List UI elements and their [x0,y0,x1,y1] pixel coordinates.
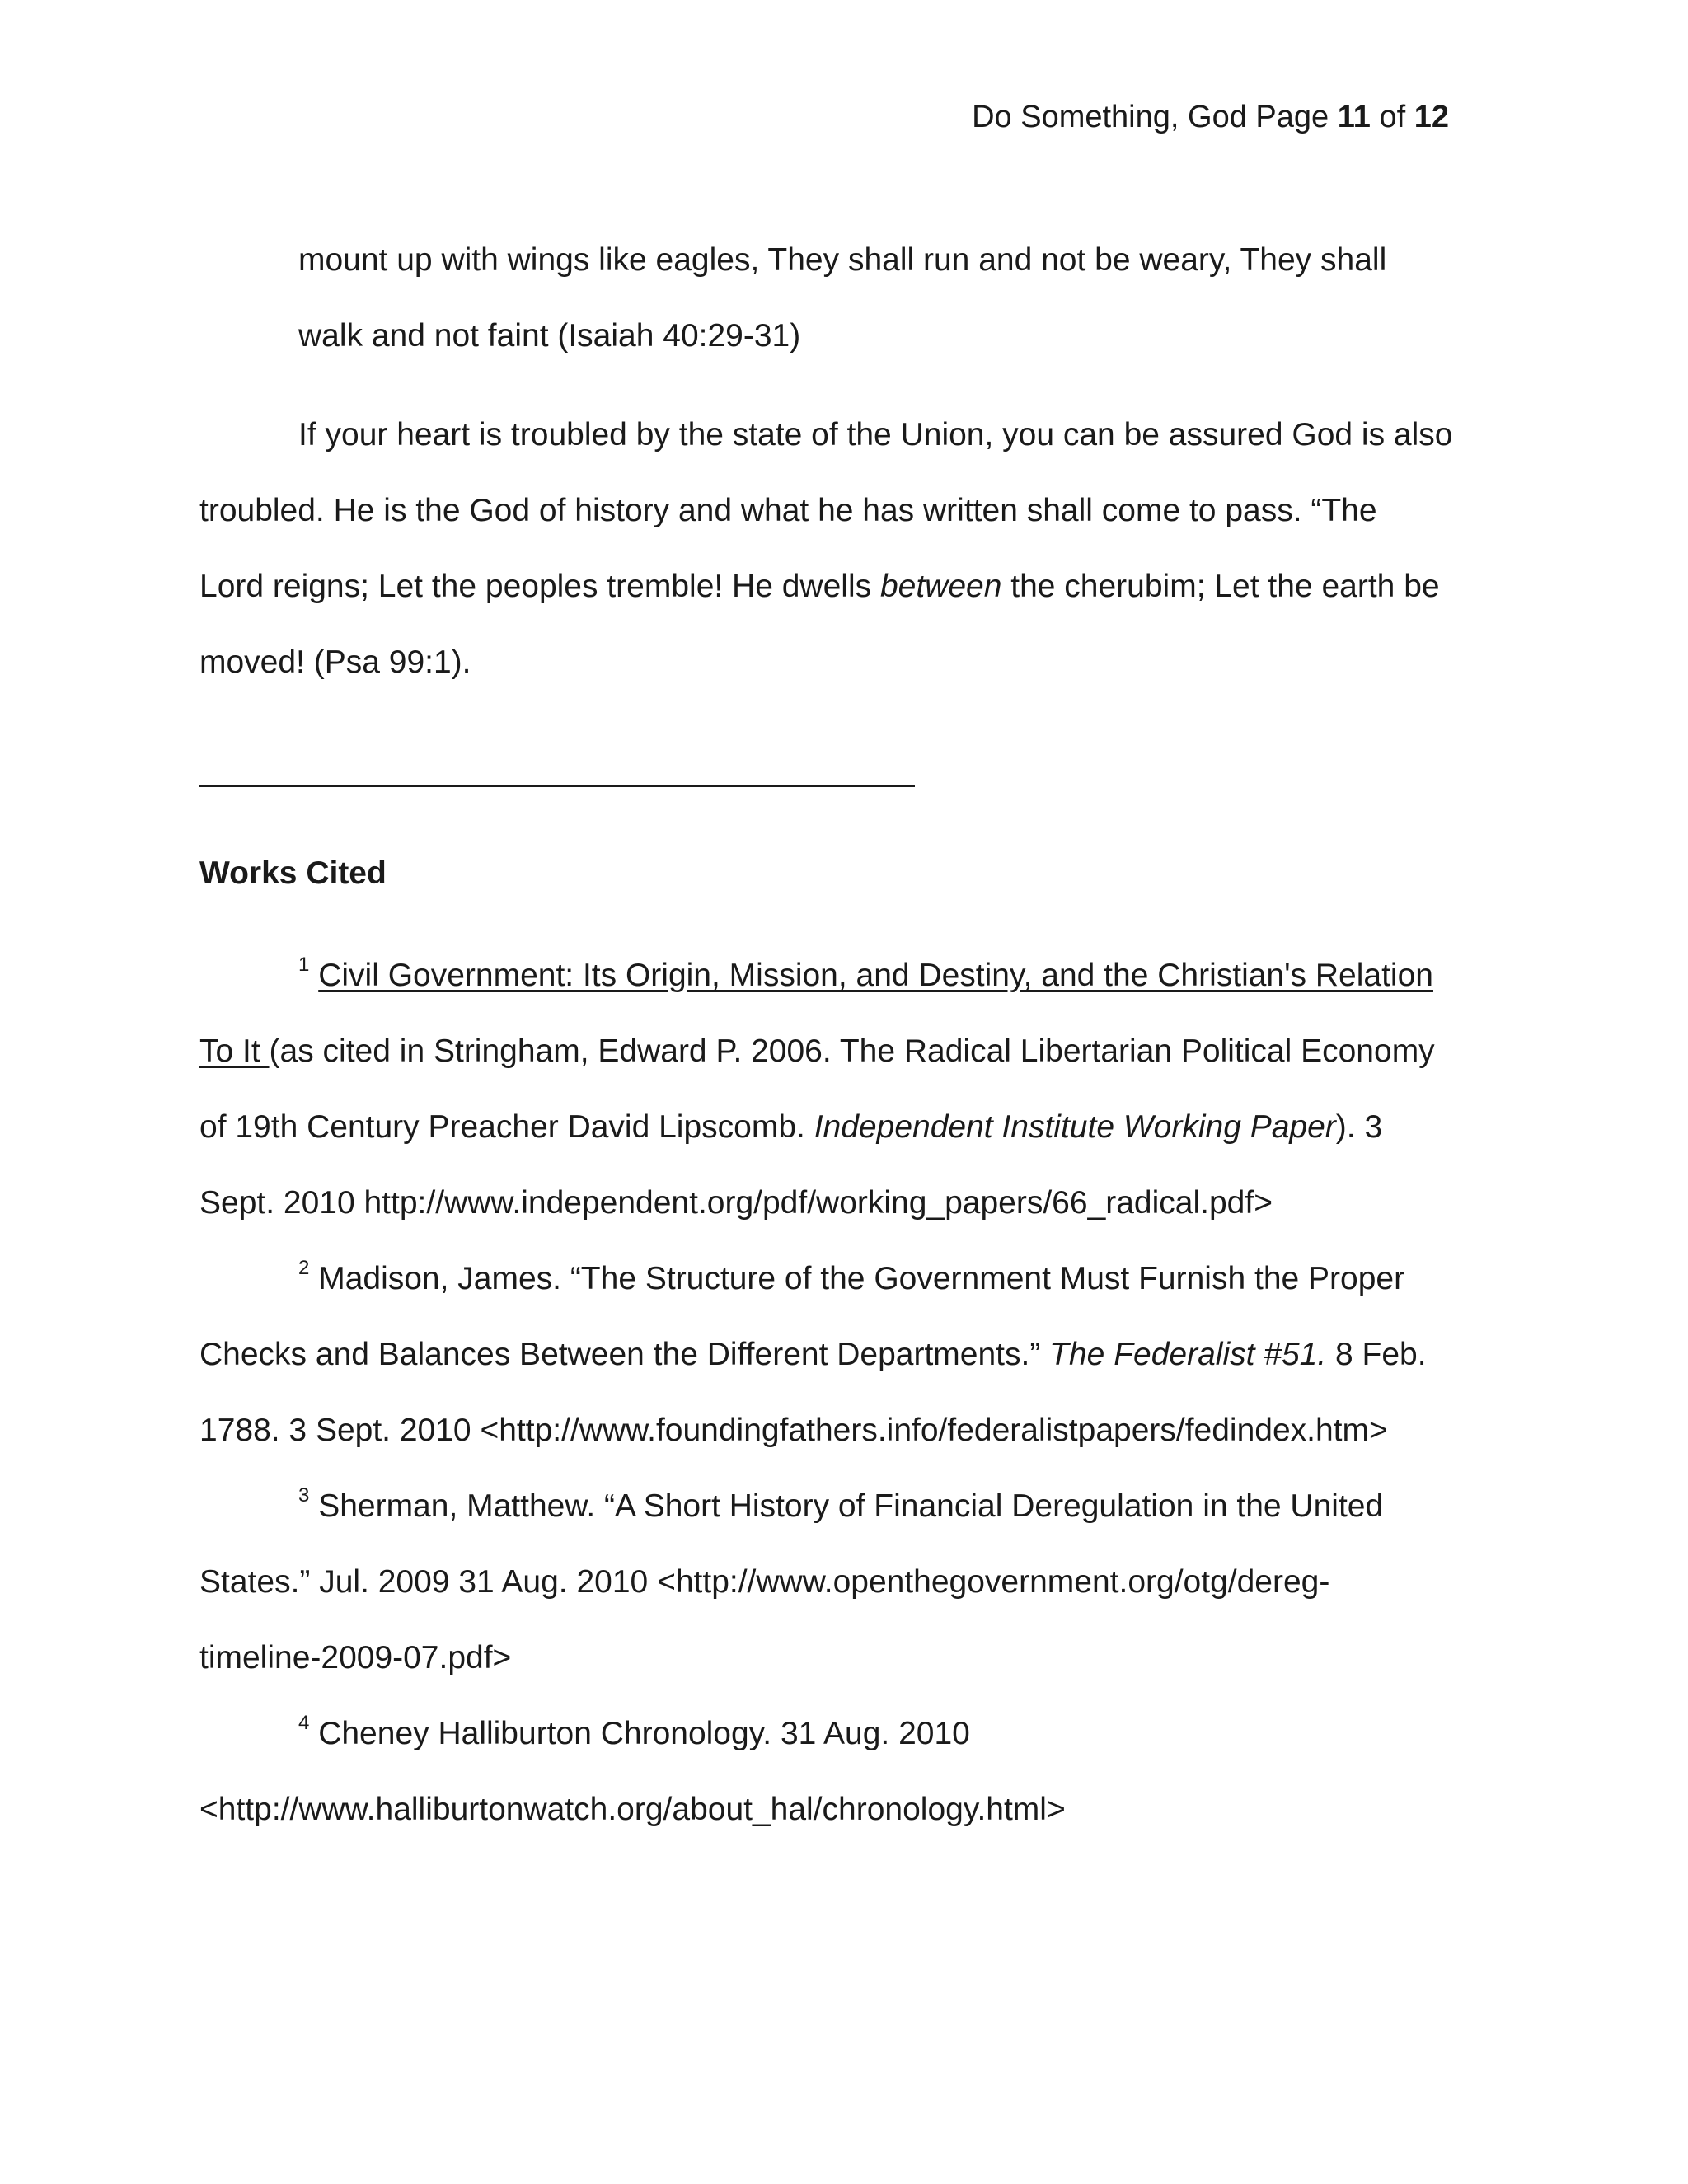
ref1-line-3 [199,1106,1382,1149]
ref2-number: 2 [298,1257,310,1279]
footnote-separator [199,785,915,787]
ref1-line-3-b: ). 3 [1335,1109,1383,1145]
ref4-number: 4 [298,1712,310,1734]
quote-line-1: mount up with wings like eagles, They shall run and not be weary, They shall [298,242,1387,278]
ref3-line-1-text: Sherman, Matthew. “A Short History of Financial Deregulation in the United [309,1488,1384,1524]
ref2-line-3: 1788. 3 Sept. 2010 <http://www.foundingfathers.info/federalistpapers/fedindex.htm> [199,1413,1388,1448]
ref2-publication: The Federalist #51. [1049,1337,1327,1372]
ref1-line-2-rest: (as cited in Stringham, Edward P. 2006. The Radical Libertarian Political Economy [269,1033,1435,1069]
header-page-current: 11 [1337,100,1371,134]
ref4-line-2: <http://www.halliburtonwatch.org/about_hal/chronology.html> [199,1792,1066,1827]
page-header [972,96,1449,138]
paragraph-line-3 [199,565,1440,608]
header-page-total: 12 [1414,100,1449,134]
ref4-line-1 [298,1713,970,1755]
ref1-title-cont: To It [199,1033,270,1069]
ref2-line-1-text: Madison, James. “The Structure of the Government Must Furnish the Proper [318,1261,1405,1296]
ref1-publication: Independent Institute Working Paper [814,1109,1336,1145]
ref1-line-3-a: of 19th Century Preacher David Lipscomb. [199,1109,814,1145]
ref1-line-1 [298,954,1433,997]
ref2-line-2-b: 8 Feb. [1326,1337,1427,1372]
ref3-line-1 [298,1485,1383,1528]
ref2-line-2-a: Checks and Balances Between the Different Departments.” [199,1337,1050,1372]
ref1-number: 1 [298,954,310,976]
ref2-line-1 [298,1258,1404,1301]
ref3-number: 3 [298,1484,310,1507]
paragraph-line-3-a: Lord reigns; Let the peoples tremble! He dwells [199,569,880,604]
ref2-line-2 [199,1333,1427,1376]
ref3-line-2: States.” Jul. 2009 31 Aug. 2010 <http://www.openthegovernment.org/otg/dereg- [199,1564,1330,1600]
paragraph-line-2: troubled. He is the God of history and what he has written shall come to pass. “The [199,493,1377,528]
ref1-line-2 [199,1030,1435,1073]
paragraph-italic-between: between [879,569,1002,604]
ref3-line-3: timeline-2009-07.pdf> [199,1640,512,1675]
ref1-title: Civil Government: Its Origin, Mission, and Destiny, and the Christian's Relation [318,958,1433,993]
paragraph-line-1: If your heart is troubled by the state of the Union, you can be assured God is also [298,417,1453,452]
header-of: of [1379,100,1406,134]
ref1-line-4: Sept. 2010 http://www.independent.org/pdf/working_papers/66_radical.pdf> [199,1185,1273,1221]
ref4-line-1-text: Cheney Halliburton Chronology. 31 Aug. 2010 [318,1716,970,1751]
header-title: Do Something, God Page [972,100,1329,134]
works-cited-heading: Works Cited [199,855,387,891]
paragraph-line-3-b: the cherubim; Let the earth be [1001,569,1440,604]
quote-line-2: walk and not faint (Isaiah 40:29-31) [298,318,801,354]
paragraph-line-4: moved! (Psa 99:1). [199,644,471,680]
